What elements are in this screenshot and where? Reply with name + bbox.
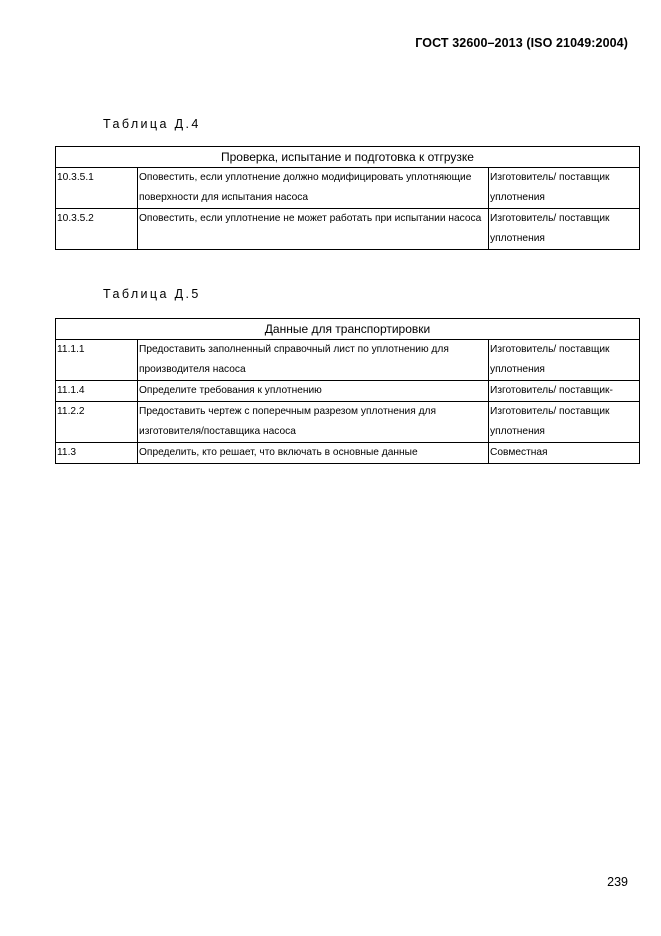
requirement-cell: Предоставить чертеж с поперечным разрезом уплотнения для изготовителя/поставщика насоса [138, 402, 489, 443]
table-d5 [55, 318, 640, 464]
document-standard-header: ГОСТ 32600–2013 (ISO 21049:2004) [415, 36, 628, 50]
clause-cell: 10.3.5.2 [56, 209, 138, 250]
page-number: 239 [607, 875, 628, 889]
table-d5-title-row [56, 319, 640, 340]
clause-cell: 11.2.2 [56, 402, 138, 443]
requirement-cell: Определить, кто решает, что включать в основные данные [138, 443, 489, 464]
clause-cell: 11.3 [56, 443, 138, 464]
table-row [56, 340, 640, 381]
responsible-cell: Изготовитель/ поставщик уплотнения [489, 168, 640, 209]
table-row [56, 402, 640, 443]
requirement-cell: Определите требования к уплотнению [138, 381, 489, 402]
table-row [56, 443, 640, 464]
table-row [56, 381, 640, 402]
responsible-cell: Изготовитель/ поставщик- [489, 381, 640, 402]
requirement-cell: Оповестить, если уплотнение должно модифицировать уплотняющие поверхности для испытания насоса [138, 168, 489, 209]
clause-cell: 11.1.1 [56, 340, 138, 381]
requirement-cell: Оповестить, если уплотнение не может работать при испытании насоса [138, 209, 489, 250]
responsible-cell: Изготовитель/ поставщик уплотнения [489, 402, 640, 443]
table-d4 [55, 146, 640, 250]
table-d5-caption: Таблица Д.5 [103, 287, 201, 301]
clause-cell: 10.3.5.1 [56, 168, 138, 209]
table-d5-title: Данные для транспортировки [56, 319, 640, 340]
requirement-cell: Предоставить заполненный справочный лист по уплотнению для производителя насоса [138, 340, 489, 381]
table-d4-title-row [56, 147, 640, 168]
table-row [56, 168, 640, 209]
responsible-cell: Изготовитель/ поставщик уплотнения [489, 340, 640, 381]
responsible-cell: Изготовитель/ поставщик уплотнения [489, 209, 640, 250]
table-d4-title: Проверка, испытание и подготовка к отгрузке [56, 147, 640, 168]
clause-cell: 11.1.4 [56, 381, 138, 402]
table-row [56, 209, 640, 250]
table-d4-caption: Таблица Д.4 [103, 117, 201, 131]
responsible-cell: Совместная [489, 443, 640, 464]
